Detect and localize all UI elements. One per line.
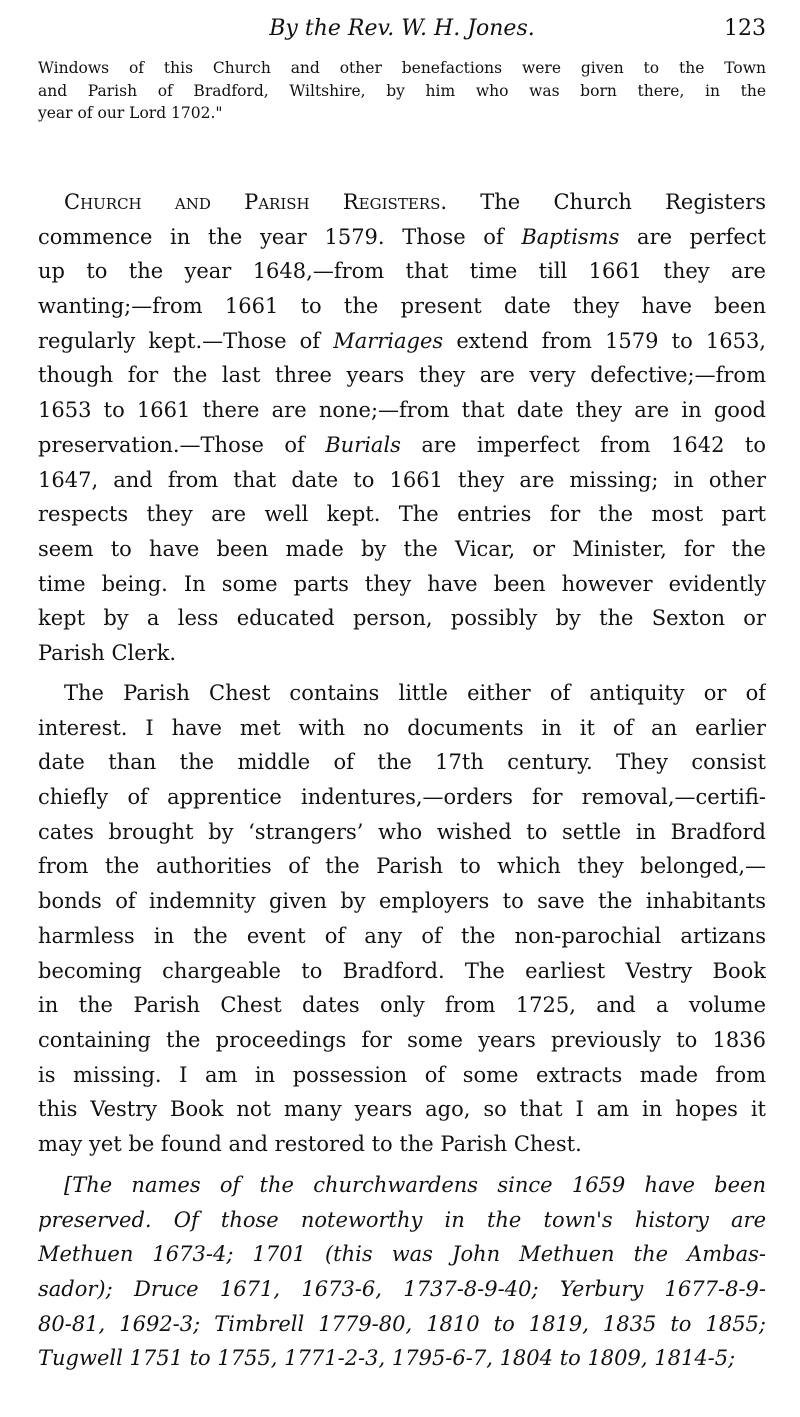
paragraph-parish-chest: [38, 676, 766, 1162]
text-span: up to the year 1648,—from that time till 1661 they are: [38, 259, 766, 284]
text-span: respects they are well kept. The entries for the most part: [38, 502, 766, 527]
text-span: The Church Registers: [447, 190, 766, 214]
text-span: regularly kept.—Those of: [38, 328, 334, 353]
italic-text: Baptisms: [521, 224, 620, 249]
running-header: [38, 12, 766, 46]
italic-text: Burials: [325, 432, 401, 457]
text-span: Parish Clerk.: [38, 640, 177, 665]
text-span: extend from 1579 to 1653,: [443, 328, 766, 353]
text-span: preserved. Of those noteworthy in the town's history are: [38, 1207, 766, 1232]
text-span: cates brought by ‘strangers’ who wished to settle in Bradford: [38, 819, 766, 844]
text-span: kept by a less educated person, possibly by the Sexton or: [38, 606, 766, 631]
text-line: [38, 711, 766, 746]
text-line: [38, 428, 766, 463]
text-span: Windows of this Church and other benefactions were given to the Town: [38, 59, 766, 77]
text-span: sador); Druce 1671, 1673-6, 1737-8-9-40; Yerbury 1677-8-9-: [38, 1277, 766, 1302]
text-line: [38, 1237, 766, 1272]
italic-text: Marriages: [333, 328, 444, 353]
text-line: [38, 102, 766, 125]
text-line: [38, 601, 766, 636]
paragraph-churchwardens: [38, 1168, 766, 1376]
text-span: Methuen 1673-4; 1701 (this was John Methuen the Ambas-: [38, 1242, 766, 1267]
text-span: time being. In some parts they have been however evidently: [38, 571, 766, 596]
text-line: [38, 463, 766, 498]
text-span: may yet be found and restored to the Parish Chest.: [38, 1131, 582, 1156]
text-line: [38, 676, 766, 711]
text-line: [38, 1341, 766, 1376]
text-line: [38, 80, 766, 103]
text-line: [38, 636, 766, 671]
text-line: [38, 57, 766, 80]
text-line: [38, 1307, 766, 1342]
text-line: [38, 1058, 766, 1093]
text-line: [38, 849, 766, 884]
text-line: [38, 1092, 766, 1127]
text-span: containing the proceedings for some years previously to 1836: [38, 1027, 766, 1052]
text-span: preservation.—Those of: [38, 432, 326, 457]
text-line: [38, 532, 766, 567]
text-line: [38, 884, 766, 919]
text-span: wanting;—from 1661 to the present date they have been: [38, 294, 766, 319]
text-line: [38, 745, 766, 780]
text-line: [38, 954, 766, 989]
text-span: from the authorities of the Parish to which they belonged,—: [38, 854, 766, 879]
text-line: [38, 358, 766, 393]
text-line: [38, 324, 766, 359]
text-span: chiefly of apprentice indentures,—orders for removal,—certifi-: [38, 785, 766, 810]
text-line: [38, 1023, 766, 1058]
text-line: [38, 815, 766, 850]
text-span: harmless in the event of any of the non-parochial artizans: [38, 923, 766, 948]
text-line: [38, 1168, 766, 1203]
text-line: [38, 289, 766, 324]
text-span: though for the last three years they are very defective;—from: [38, 363, 766, 388]
text-line: [38, 220, 766, 255]
text-line: [38, 567, 766, 602]
text-span: are perfect: [619, 224, 766, 249]
page-number: 123: [724, 16, 766, 41]
text-span: is missing. I am in possession of some extracts made from: [38, 1062, 766, 1087]
text-span: [The names of the churchwardens since 1659 have been: [64, 1173, 766, 1197]
text-line: [38, 254, 766, 289]
text-line: [38, 1127, 766, 1162]
text-span: this Vestry Book not many years ago, so that I am in hopes it: [38, 1097, 766, 1122]
text-span: year of our Lord 1702.": [38, 104, 223, 122]
text-span: are imperfect from 1642 to: [400, 432, 766, 457]
text-line: [38, 919, 766, 954]
text-line: [38, 1272, 766, 1307]
text-line: [38, 988, 766, 1023]
text-line: [38, 393, 766, 428]
text-span: 80-81, 1692-3; Timbrell 1779-80, 1810 to 1819, 1835 to 1855;: [38, 1311, 766, 1336]
text-line: [38, 185, 766, 220]
text-span: seem to have been made by the Vicar, or Minister, for the: [38, 536, 766, 561]
running-title: By the Rev. W. H. Jones.: [269, 16, 535, 41]
text-span: 1647, and from that date to 1661 they are missing; in other: [38, 467, 766, 492]
text-span: 1653 to 1661 there are none;—from that date they are in good: [38, 398, 766, 423]
text-span: interest. I have met with no documents in it of an earlier: [38, 715, 766, 740]
text-span: becoming chargeable to Bradford. The earliest Vestry Book: [38, 958, 766, 983]
text-span: bonds of indemnity given by employers to save the inhabitants: [38, 889, 766, 914]
text-span: in the Parish Chest dates only from 1725, and a volume: [38, 993, 766, 1018]
text-span: date than the middle of the 17th century. They consist: [38, 750, 766, 775]
text-span: The Parish Chest contains little either of antiquity or of: [64, 681, 766, 705]
text-span: and Parish of Bradford, Wiltshire, by him who was born there, in the: [38, 81, 766, 100]
text-line: [38, 497, 766, 532]
paragraph-church-registers: [38, 185, 766, 671]
text-span: Tugwell 1751 to 1755, 1771-2-3, 1795-6-7, 1804 to 1809, 1814-5;: [38, 1346, 736, 1371]
text-span: commence in the year 1579. Those of: [38, 224, 522, 249]
section-heading: Church and Parish Registers.: [64, 190, 448, 214]
text-line: [38, 1203, 766, 1238]
text-line: [38, 780, 766, 815]
quoted-inscription-end: [38, 57, 766, 125]
